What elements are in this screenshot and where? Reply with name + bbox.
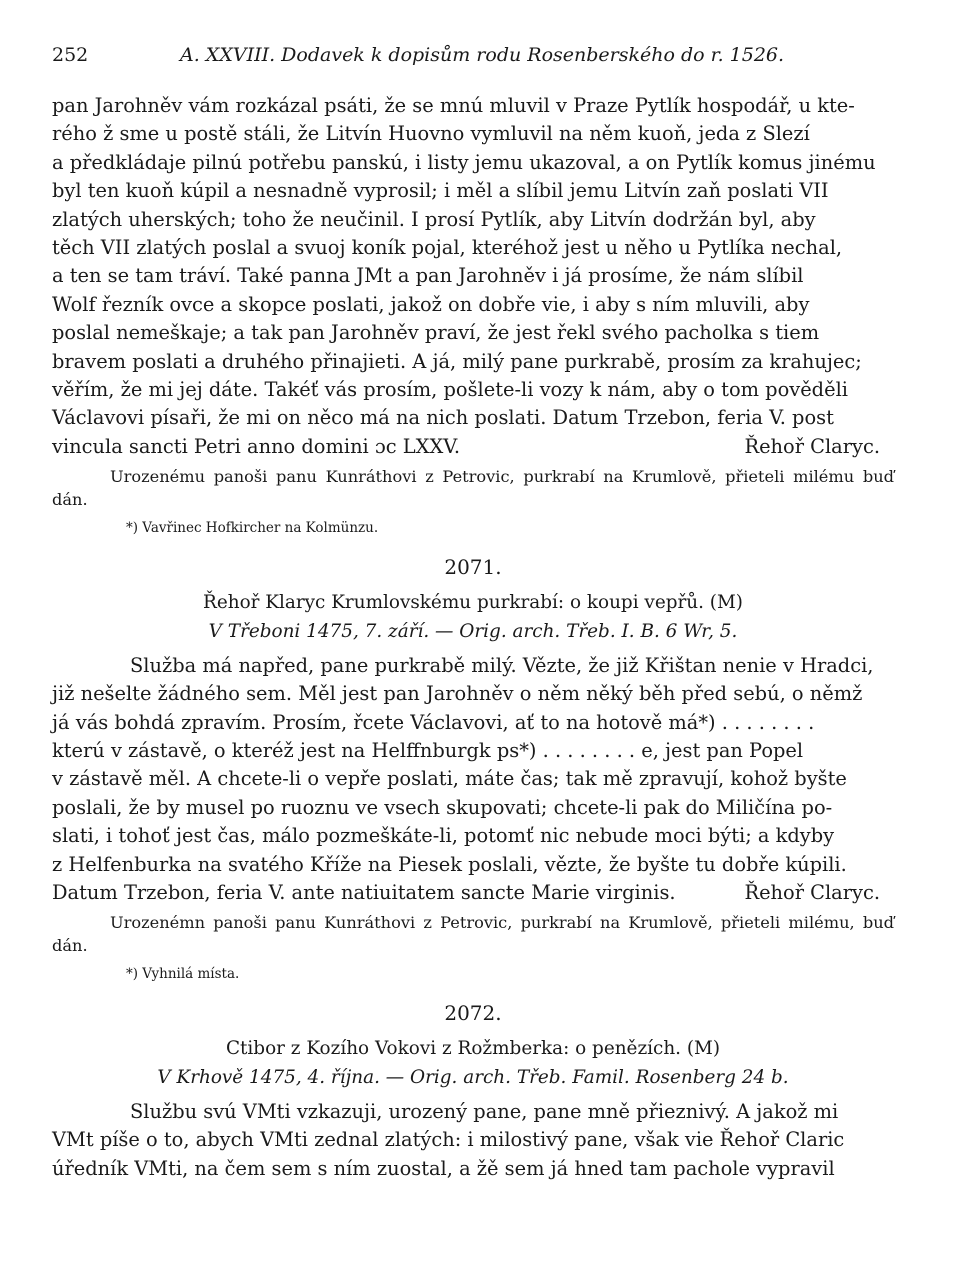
text-line: Václavovi písaři, že mi on něco má na nich poslati. Datum Trzebon, feria V. post: [52, 406, 834, 430]
text-line: bravem poslati a druhého přinajieti. A já, milý pane purkrabě, prosím za krahujec;: [52, 349, 862, 373]
address-line: Urozenémn panoši panu Kunráthovi z Petrovic, purkrabí na Krumlově, přieteli milému, buď dán.: [52, 913, 894, 956]
text-line: věřím, že mi jej dáte. Takéť vás prosím, pošlete-li vozy k nám, aby o tom pověděli: [52, 378, 848, 402]
page-number: 252: [52, 44, 89, 66]
document-2071: [52, 553, 894, 985]
signature: Řehoř Claryc.: [744, 434, 880, 458]
document-number: 2071.: [444, 555, 502, 580]
text-line: poslal nemeškaje; a tak pan Jarohněv praví, že jest řekl svého pacholka s tiem: [52, 321, 820, 345]
document-source: V Krhově 1475, 4. října. — Orig. arch. Třeb. Famil. Rosenberg 24 b.: [157, 1066, 789, 1088]
closing-line: [52, 433, 894, 461]
document-regest: Řehoř Klaryc Krumlovskému purkrabí: o koupi vepřů. (M): [203, 591, 743, 613]
text-line: z Helfenburka na svatého Kříže na Piesek poslali, vězte, že byšte tu dobře kúpili.: [52, 852, 847, 876]
document-regest: Ctibor z Kozího Vokovi z Rožmberka: o penězích. (M): [225, 1037, 721, 1059]
text-line: těch VII zlatých poslal a svuoj koník pojal, kteréhož jest u něho u Pytlíka nechal,: [52, 236, 843, 260]
footnote: *) Vyhnilá místa.: [126, 966, 240, 983]
text-line: kterú v zástavě, o kteréž jest na Helffnburgk ps*) . . . . . . . . e, jest pan Popel: [52, 738, 804, 762]
text-line: úředník VMti, na čem sem s ním zuostal, a žě sem já hned tam pachole vypravil: [52, 1156, 835, 1180]
text-line: byl ten kuoň kúpil a nesnadně vyprosil; i měl a slíbil jemu Litvín zaň poslati VII: [52, 179, 829, 203]
document-source: V Třeboni 1475, 7. září. — Orig. arch. Třeb. I. B. 6 Wr, 5.: [208, 620, 738, 642]
text-line: pan Jarohněv vám rozkázal psáti, že se mnú mluvil v Praze Pytlík hospodář, u kte-: [52, 94, 855, 117]
text-line: já vás bohdá zpravím. Prosím, řcete Václavovi, ať to na hotově má*) . . . . . . . .: [52, 710, 815, 734]
text-line: rého ž sme u postě stáli, že Litvín Huovno vymluvil na něm kuoň, jeda z Slezí: [52, 122, 810, 146]
page-content: [52, 92, 894, 1183]
text-line: VMt píše o to, abych VMti zednal zlatých: i milostivý pane, však vie Řehoř Claric: [52, 1128, 845, 1152]
text-line: slati, i tohoť jest čas, málo pozmeškáte-li, potomť nic nebude moci býti; a kdyby: [52, 824, 835, 848]
signature: Řehoř Claryc.: [744, 880, 880, 904]
running-header: [52, 44, 912, 74]
document-2072: [52, 999, 894, 1183]
closing-date: Datum Trzebon, feria V. ante natiuitatem sancte Marie virginis.: [52, 880, 676, 904]
document-number: 2072.: [444, 1001, 502, 1026]
closing-line: [52, 879, 894, 907]
text-line: zlatých uherských; toho že neučinil. I prosí Pytlík, aby Litvín dodržán byl, aby: [52, 207, 816, 231]
text-line: Službu svú VMti vzkazuji, urozený pane, pane mně přieznivý. A jakož mi: [130, 1099, 839, 1123]
closing-date: vincula sancti Petri anno domini ɔc LXXV.: [52, 434, 461, 458]
text-line: Wolf řezník ovce a skopce poslati, jakož on dobře vie, i aby s ním mluvili, aby: [52, 292, 810, 316]
text-line: a předkládaje pilnú potřebu panskú, i listy jemu ukazoval, a on Pytlík komus jinému: [52, 150, 876, 174]
text-line: a ten se tam tráví. Také panna JMt a pan Jarohněv i já prosíme, že nám slíbil: [52, 264, 804, 288]
text-line: Služba má napřed, pane purkrabě milý. Vězte, že již Křištan nenie v Hradci,: [130, 653, 874, 677]
footnote: *) Vavřinec Hofkircher na Kolmünzu.: [126, 520, 379, 537]
running-title: A. XXVIII. Dodavek k dopisům rodu Rosenberského do r. 1526.: [180, 44, 785, 66]
text-line: již nešelte žádného sem. Měl jest pan Jarohněv o něm něký běh před sebú, o němž: [52, 682, 863, 706]
letter-continuation: [52, 92, 894, 539]
text-line: v zástavě měl. A chcete-li o vepře poslati, máte čas; tak mě zpravují, kohož byšte: [52, 767, 847, 791]
address-line: Urozenému panoši panu Kunráthovi z Petrovic, purkrabí na Krumlově, přieteli milému buď dán.: [52, 467, 894, 510]
text-line: poslali, že by musel po ruoznu ve vsech skupovati; chcete-li pak do Miličína po-: [52, 795, 833, 819]
